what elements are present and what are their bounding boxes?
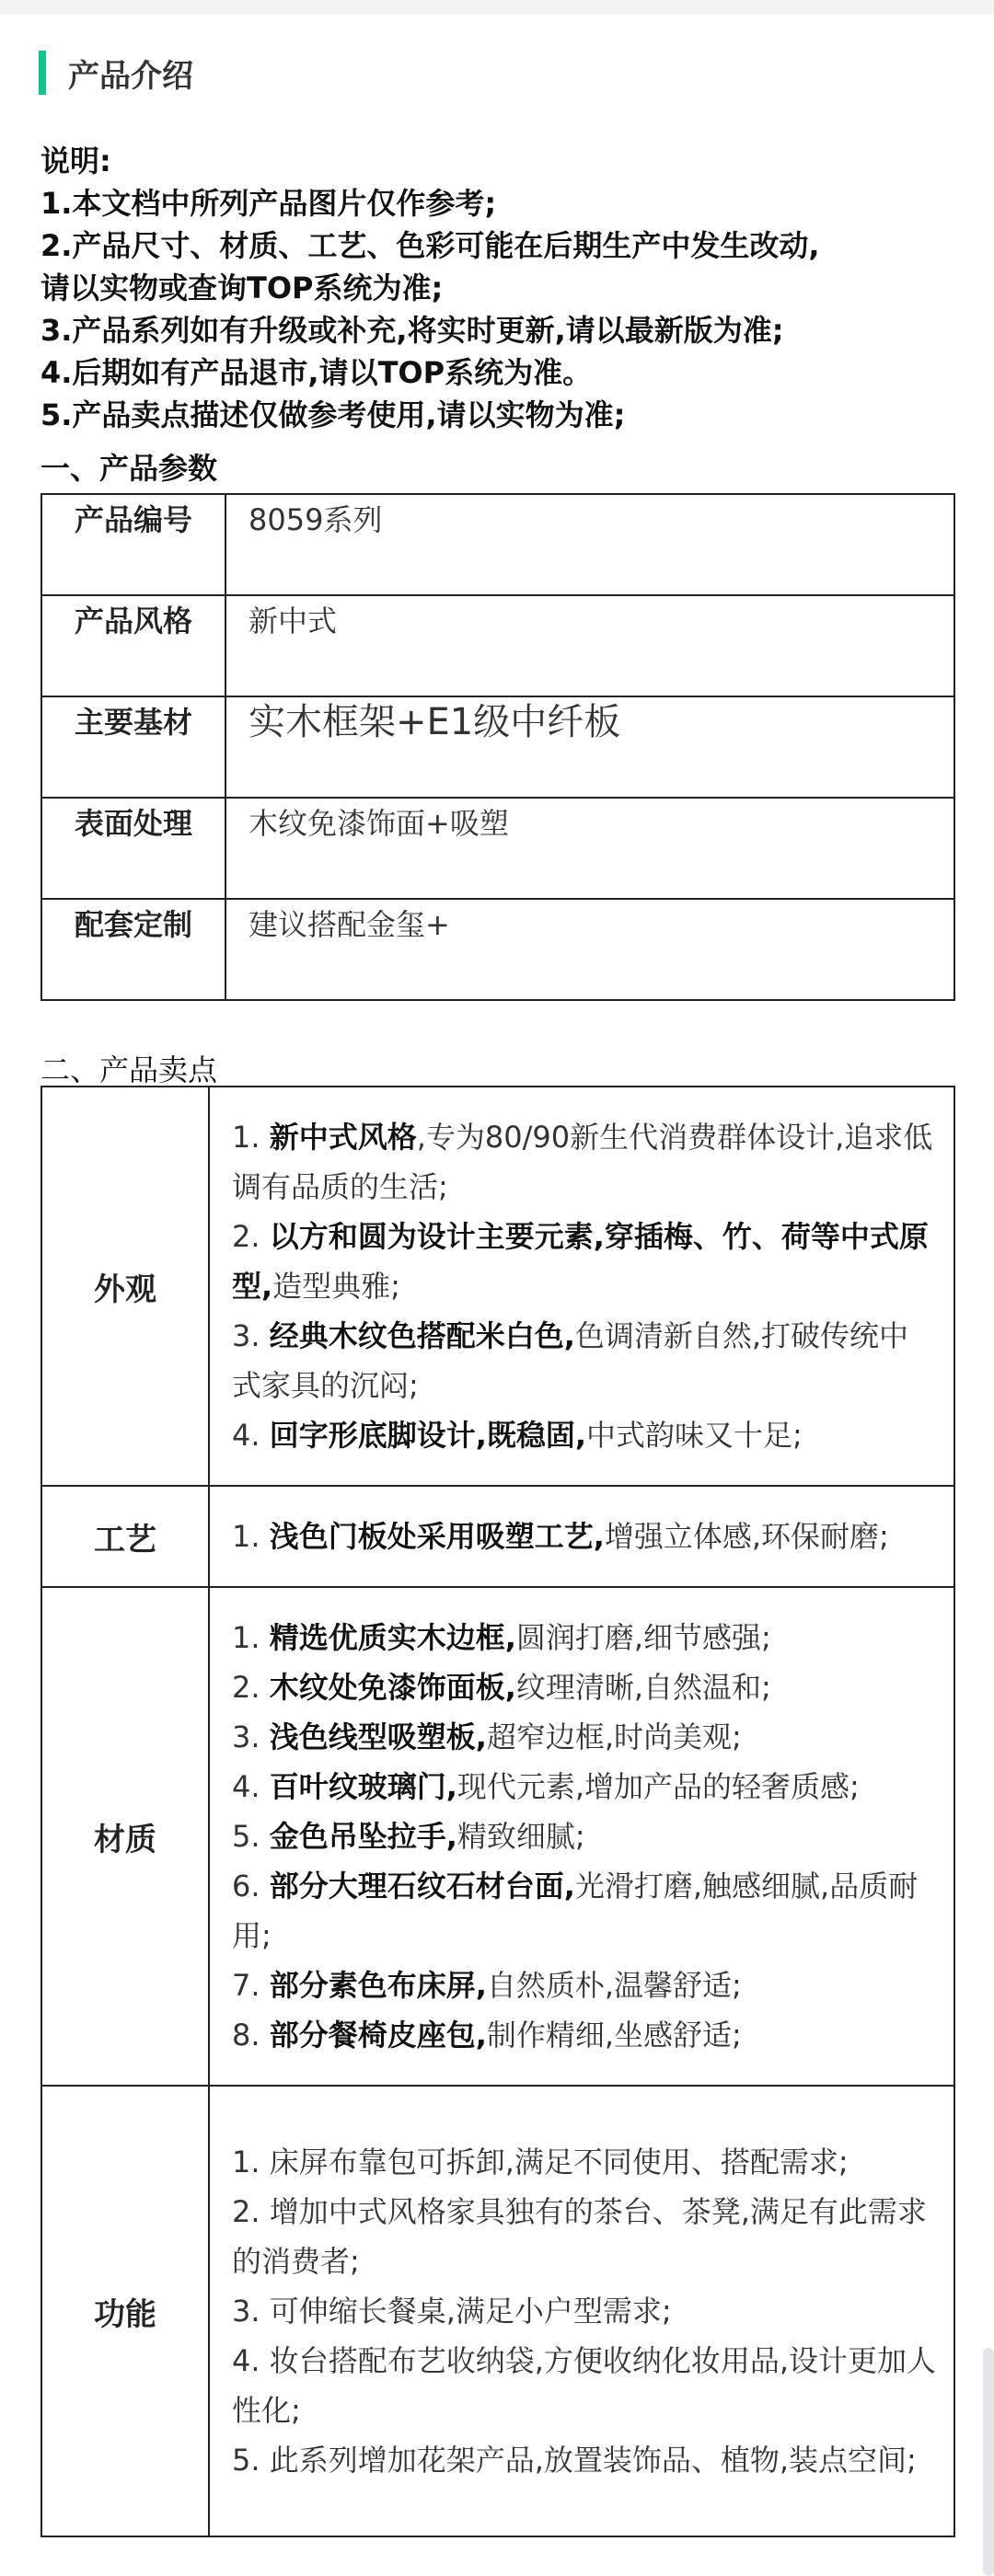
param-value: 8059系列 [225,494,954,595]
params-title: 一、产品参数 [40,451,218,486]
list-item: 3. 可伸缩长餐桌,满足小户型需求; [232,2294,672,2329]
list-item: 3. 经典木纹色搭配米白色,色调清新自然,打破传统中式家具的沉闷; [232,1318,909,1403]
table-row [41,2086,954,2536]
params-table [40,493,955,1001]
param-key: 主要基材 [41,696,225,798]
selling-key: 外观 [41,1087,209,1486]
param-value: 实木框架+E1级中纤板 [225,696,954,798]
section-header [39,51,193,95]
table-row [41,1486,954,1587]
param-key: 配套定制 [41,899,225,1000]
list-item: 2. 增加中式风格家具独有的茶台、茶凳,满足有此需求的消费者; [232,2194,927,2279]
note-line: 2.产品尺寸、材质、工艺、色彩可能在后期生产中发生改动, [40,228,820,263]
list-item: 1. 浅色门板处采用吸塑工艺,增强立体感,环保耐磨; [232,1519,889,1554]
notes-heading: 说明: [40,144,111,178]
list-item: 4. 妆台搭配布艺收纳袋,方便收纳化妆用品,设计更加人性化; [232,2343,937,2428]
table-row [41,899,954,1000]
param-key: 产品编号 [41,494,225,595]
list-item: 1. 床屏布靠包可拆卸,满足不同使用、搭配需求; [232,2145,849,2179]
list-item: 1. 新中式风格,专为80/90新生代消费群体设计,追求低调有品质的生活; [232,1120,933,1204]
list-item: 2. 以方和圆为设计主要元素,穿插梅、竹、荷等中式原型,造型典雅; [232,1219,929,1304]
selling-key: 功能 [41,2086,209,2536]
param-value: 木纹免漆饰面+吸塑 [225,798,954,899]
top-band [0,0,994,15]
selling-title: 二、产品卖点 [40,1052,218,1087]
list-item: 2. 木纹处免漆饰面板,纹理清晰,自然温和; [232,1670,771,1705]
param-value: 建议搭配金玺+ [225,899,954,1000]
accent-bar [39,51,46,95]
param-key: 产品风格 [41,595,225,696]
page-title: 产品介绍 [68,57,193,95]
selling-key: 工艺 [41,1486,209,1587]
table-row [41,1587,954,2086]
param-value: 新中式 [225,595,954,696]
list-item: 5. 此系列增加花架产品,放置装饰品、植物,装点空间; [232,2443,917,2478]
list-item: 7. 部分素色布床屏,自然质朴,温馨舒适; [232,1968,742,2003]
table-row [41,798,954,899]
list-item: 4. 回字形底脚设计,既稳固,中式韵味又十足; [232,1418,803,1453]
selling-value [209,1587,954,2086]
selling-key: 材质 [41,1587,209,2086]
list-item: 3. 浅色线型吸塑板,超窄边框,时尚美观; [232,1719,742,1754]
note-line: 5.产品卖点描述仅做参考使用,请以实物为准; [40,397,626,432]
note-line: 3.产品系列如有升级或补充,将实时更新,请以最新版为准; [40,313,784,348]
list-item: 5. 金色吊坠拉手,精致细腻; [232,1819,585,1854]
note-line: 请以实物或查询TOP系统为准; [40,270,444,305]
notes-block [40,140,961,436]
table-row [41,1087,954,1486]
table-row [41,696,954,798]
scrollbar[interactable] [983,2348,994,2576]
note-line: 4.后期如有产品退市,请以TOP系统为准。 [40,355,593,390]
list-item: 6. 部分大理石纹石材台面,光滑打磨,触感细腻,品质耐用; [232,1869,919,1953]
selling-table [40,1086,955,2537]
selling-value [209,1087,954,1486]
param-key: 表面处理 [41,798,225,899]
table-row [41,494,954,595]
list-item: 4. 百叶纹玻璃门,现代元素,增加产品的轻奢质感; [232,1769,860,1804]
list-item: 8. 部分餐椅皮座包,制作精细,坐感舒适; [232,2018,742,2053]
selling-value [209,1486,954,1587]
list-item: 1. 精选优质实木边框,圆润打磨,细节感强; [232,1620,771,1655]
selling-value [209,2086,954,2536]
note-line: 1.本文档中所列产品图片仅作参考; [40,186,497,221]
table-row [41,595,954,696]
